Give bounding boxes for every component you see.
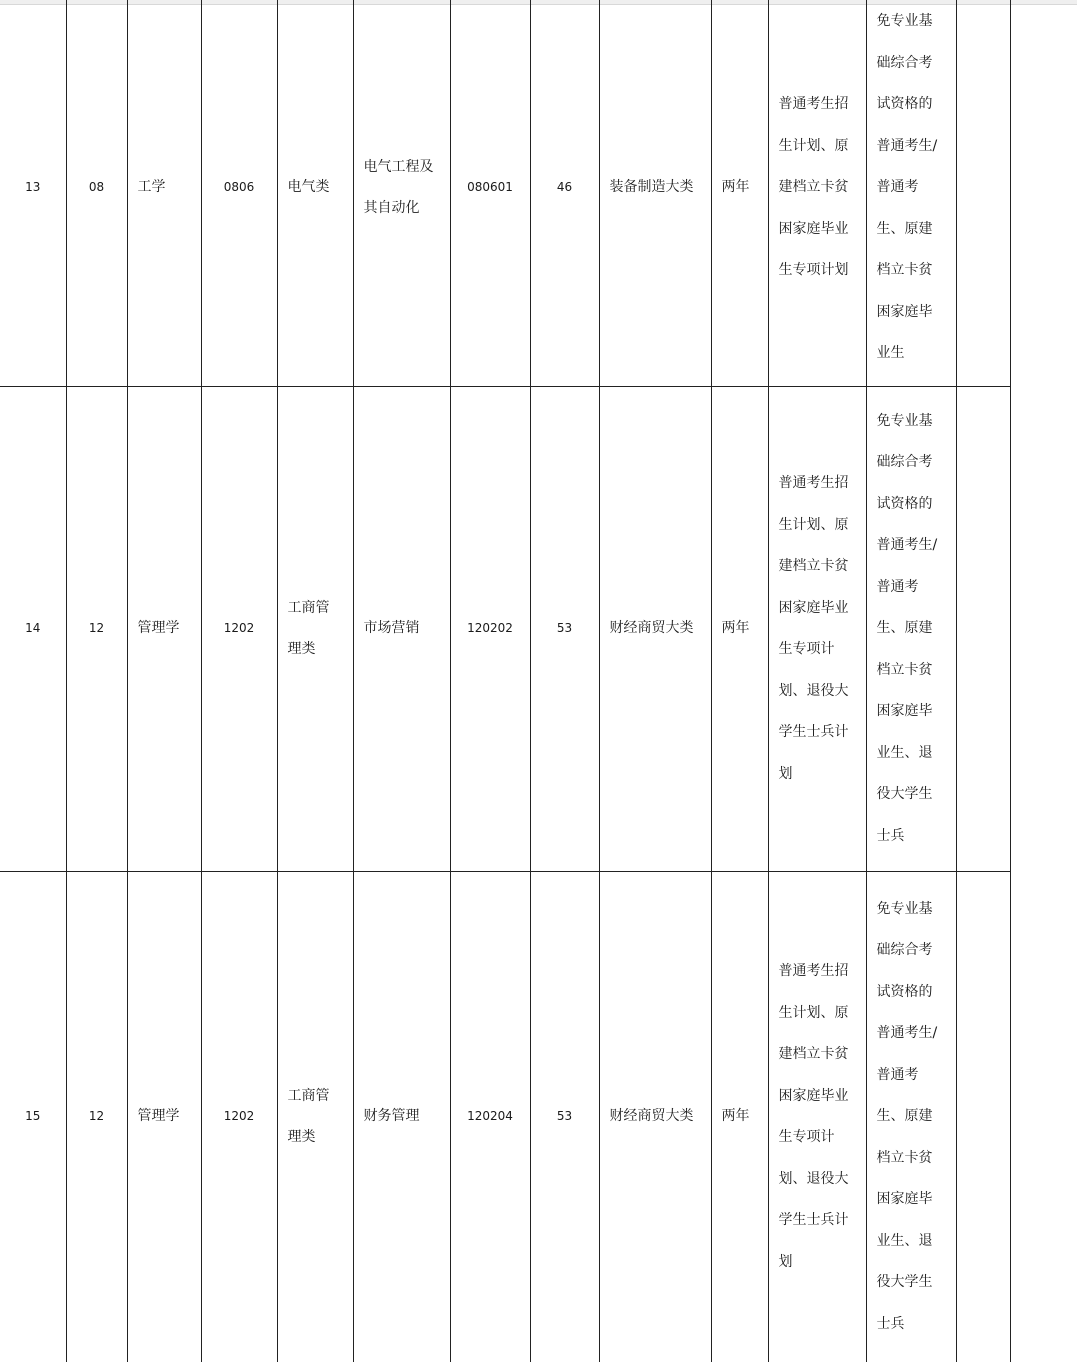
major-cell: 市场营销 [353, 387, 450, 872]
discipline-code-cell: 08 [66, 0, 127, 387]
discipline-cell: 管理学 [127, 387, 201, 872]
plan-cell: 普通考生招生计划、原建档立卡贫困家庭毕业生专项计划、退役大学生士兵计划 [768, 872, 866, 1362]
class-name-cell: 工商管理类 [277, 387, 353, 872]
sector-cell: 财经商贸大类 [599, 872, 711, 1362]
class-code-cell: 1202 [201, 387, 277, 872]
eligibility-cell: 免专业基础综合考试资格的普通考生/普通考生、原建档立卡贫困家庭毕业生 [866, 0, 956, 387]
class-name-cell: 工商管理类 [277, 872, 353, 1362]
sector-code-cell: 53 [530, 387, 599, 872]
discipline-code-cell: 12 [66, 387, 127, 872]
discipline-cell: 工学 [127, 0, 201, 387]
discipline-cell: 管理学 [127, 872, 201, 1362]
sector-code-cell: 46 [530, 0, 599, 387]
duration-cell: 两年 [711, 0, 768, 387]
major-code-cell: 080601 [450, 0, 530, 387]
seq-cell: 15 [0, 872, 66, 1362]
empty-cell [956, 872, 1010, 1362]
class-name-cell: 电气类 [277, 0, 353, 387]
class-code-cell: 1202 [201, 872, 277, 1362]
major-cell: 财务管理 [353, 872, 450, 1362]
duration-cell: 两年 [711, 872, 768, 1362]
sector-cell: 装备制造大类 [599, 0, 711, 387]
empty-cell [956, 387, 1010, 872]
eligibility-cell: 免专业基础综合考试资格的普通考生/普通考生、原建档立卡贫困家庭毕业生、退役大学生士兵 [866, 872, 956, 1362]
empty-cell [956, 0, 1010, 387]
sector-code-cell: 53 [530, 872, 599, 1362]
major-code-cell: 120202 [450, 387, 530, 872]
table-row [0, 872, 1010, 1362]
duration-cell: 两年 [711, 387, 768, 872]
seq-cell: 14 [0, 387, 66, 872]
eligibility-cell: 免专业基础综合考试资格的普通考生/普通考生、原建档立卡贫困家庭毕业生、退役大学生士兵 [866, 387, 956, 872]
table-row [0, 387, 1010, 872]
plan-cell: 普通考生招生计划、原建档立卡贫困家庭毕业生专项计划、退役大学生士兵计划 [768, 387, 866, 872]
class-code-cell: 0806 [201, 0, 277, 387]
major-code-cell: 120204 [450, 872, 530, 1362]
seq-cell: 13 [0, 0, 66, 387]
sector-cell: 财经商贸大类 [599, 387, 711, 872]
plan-cell: 普通考生招生计划、原建档立卡贫困家庭毕业生专项计划 [768, 0, 866, 387]
table-row [0, 0, 1010, 387]
major-cell: 电气工程及其自动化 [353, 0, 450, 387]
discipline-code-cell: 12 [66, 872, 127, 1362]
